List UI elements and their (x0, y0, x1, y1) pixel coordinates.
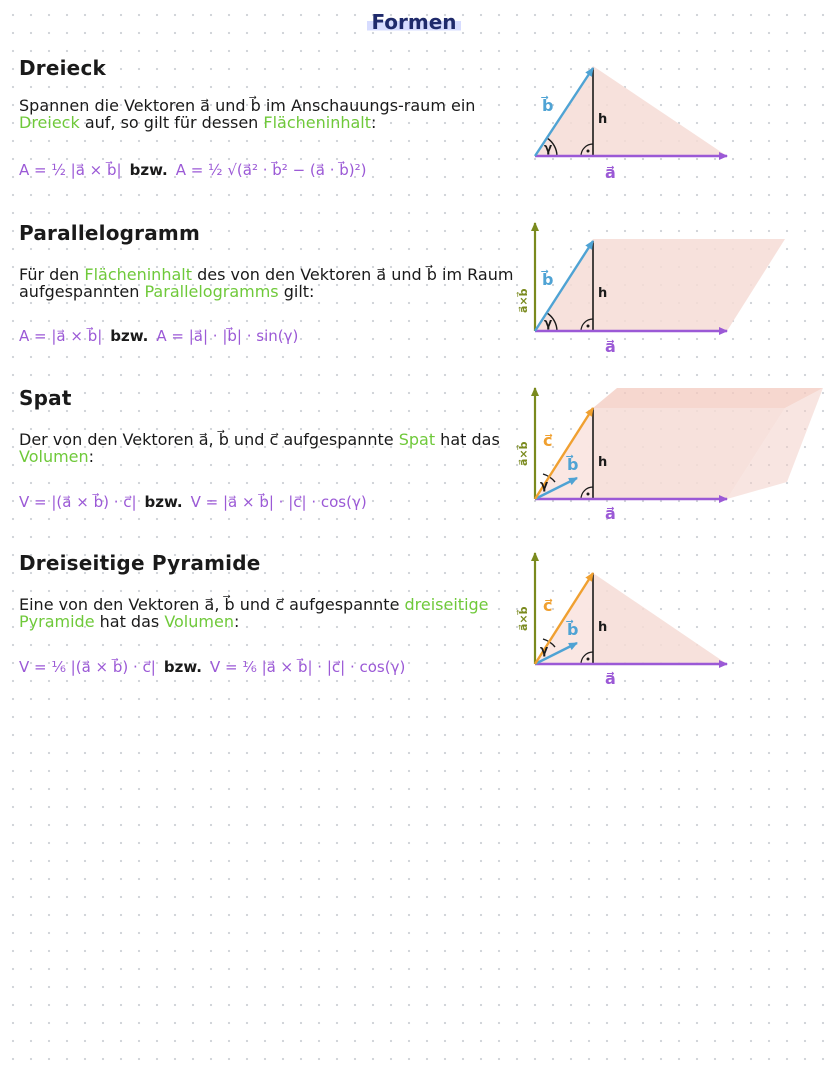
pyramid-figure (505, 551, 828, 686)
highlight-term: Volumen (19, 447, 89, 466)
label-b: b⃗ (542, 270, 554, 289)
formula-alternative: V = |a⃗ × b⃗| · |c⃗| · cos(γ) (190, 493, 367, 511)
spat-top-face (593, 388, 823, 408)
label-b: b⃗ (542, 96, 554, 115)
right-angle-dot (587, 658, 590, 661)
section-title: Spat (19, 386, 72, 410)
formula-alternative: A = ½ √(a⃗² · b⃗² − (a⃗ · b⃗)²) (175, 161, 367, 179)
page-title: Formen (0, 10, 828, 34)
formula (19, 161, 519, 179)
section-title: Parallelogramm (19, 221, 201, 245)
label-angle: γ (544, 316, 553, 330)
triangle-figure (505, 56, 828, 191)
highlight-term: Spat (398, 430, 436, 449)
section-spat (0, 386, 828, 536)
label-a: a⃗ (605, 504, 616, 523)
formula (19, 493, 519, 511)
bzw-label: bzw. (110, 327, 149, 345)
bzw-label: bzw. (129, 161, 168, 179)
label-cross-product: a⃗×b⃗ (517, 288, 530, 313)
label-a: a⃗ (605, 669, 616, 688)
section-text: Eine von den Vektoren a⃗, b⃗ und c⃗ aufgespannte dreiseitige Pyramide hat das Volumen: (19, 595, 489, 631)
highlight-term: Flächeninhalt (84, 265, 192, 284)
formula-primary: A = |a⃗ × b⃗| (19, 327, 103, 345)
right-angle-dot (587, 150, 590, 153)
label-cross-product: a⃗×b⃗ (517, 441, 530, 466)
label-angle: γ (540, 478, 549, 492)
formula-alternative: V = ⅙ |a⃗ × b⃗| · |c⃗| · cos(γ) (209, 658, 406, 676)
section-text: Für den Flächeninhalt des von den Vektoren a⃗ und b⃗ im Raum aufgespannten Parallelogramms gilt: (19, 265, 514, 301)
section-dreieck (0, 56, 828, 206)
label-cross-product: a⃗×b⃗ (517, 606, 530, 631)
highlight-term: Flächeninhalt (263, 113, 372, 132)
label-b: b⃗ (567, 455, 579, 474)
formula-primary: V = ⅙ |(a⃗ × b⃗) · c⃗| (19, 658, 156, 676)
formula (19, 658, 519, 676)
formula-alternative: A = |a⃗| · |b⃗| · sin(γ) (156, 327, 299, 345)
label-a: a⃗ (605, 337, 616, 356)
label-h: h (598, 455, 608, 470)
section-text: Spannen die Vektoren a⃗ und b⃗ im Anschauungs-raum ein Dreieck auf, so gilt für dessen Flächeninhalt: (19, 96, 476, 132)
highlight-term: dreiseitige Pyramide (19, 595, 489, 631)
section-parallelogramm (0, 221, 828, 371)
section-pyramide (0, 551, 828, 701)
label-c: c⃗ (543, 431, 553, 450)
parallelogram-figure (505, 221, 828, 356)
label-angle: γ (540, 643, 549, 657)
bzw-label: bzw. (163, 658, 202, 676)
right-angle-dot (587, 493, 590, 496)
formula (19, 327, 519, 345)
section-title: Dreiseitige Pyramide (19, 551, 261, 575)
highlight-term: Parallelogramms (144, 282, 279, 301)
highlight-term: Dreieck (19, 113, 80, 132)
label-a: a⃗ (605, 163, 616, 182)
parallelogram-area (535, 239, 785, 331)
formula-primary: V = |(a⃗ × b⃗) · c⃗| (19, 493, 137, 511)
label-c: c⃗ (543, 596, 553, 615)
bzw-label: bzw. (144, 493, 183, 511)
label-angle: γ (544, 141, 553, 155)
label-h: h (598, 286, 608, 301)
label-h: h (598, 112, 608, 127)
highlight-term: Volumen (164, 612, 234, 631)
label-h: h (598, 620, 608, 635)
spat-figure (505, 386, 828, 521)
right-angle-dot (587, 325, 590, 328)
formula-primary: A = ½ |a⃗ × b⃗| (19, 161, 122, 179)
label-b: b⃗ (567, 620, 579, 639)
section-text: Der von den Vektoren a⃗, b⃗ und c⃗ aufgespannte Spat hat das Volumen: (19, 430, 500, 466)
section-title: Dreieck (19, 56, 107, 80)
